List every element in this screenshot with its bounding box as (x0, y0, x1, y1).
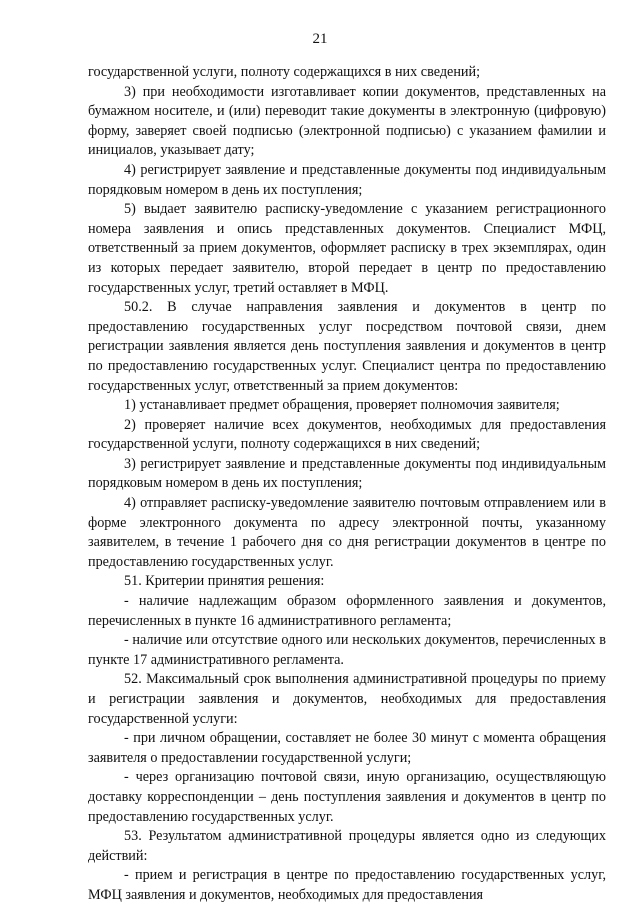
paragraph: 52. Максимальный срок выполнения административной процедуры по приему и регистрации заявления и документов, необходимых для предоставления государственной услуги: (88, 671, 606, 727)
paragraph: 4) регистрирует заявление и представленные документы под индивидуальным порядковым номером в день их поступления; (88, 161, 606, 198)
paragraph: - при личном обращении, составляет не более 30 минут с момента обращения заявителя о предоставлении государственной услуги; (88, 730, 606, 766)
paragraph: государственной услуги, полноту содержащихся в них сведений; (88, 64, 481, 80)
paragraph: 5) выдает заявителю расписку-уведомление с указанием регистрационного номера заявления и опись представленных документов. Специалист МФЦ, ответственный за прием документов, оформляет расписку в трех экземплярах, один из которых передает заявителю, второй передает в центр по предоставлению государственных услуг, третий оставляет в МФЦ. (88, 201, 606, 296)
paragraph: 53. Результатом административной процедуры является одно из следующих действий: (88, 828, 606, 864)
page-number: 21 (312, 31, 328, 47)
paragraph: 1) устанавливает предмет обращения, проверяет полномочия заявителя; (124, 397, 560, 414)
paragraph: 51. Критерии принятия решения: (124, 573, 325, 590)
paragraph: 4) отправляет расписку-уведомление заявителю почтовым отправлением или в форме электронного документа по адресу электронной почты, указанному заявителем, в течение 1 рабочего дня со дня регистрации документов в центре по предоставлению государственных услуг. (88, 495, 606, 570)
paragraph: - наличие или отсутствие одного или нескольких документов, перечисленных в пункте 17 административного регламента. (88, 632, 606, 668)
paragraph: - наличие надлежащим образом оформленного заявления и документов, перечисленных в пункте 16 административного регламента; (88, 593, 606, 629)
paragraph: 2) проверяет наличие всех документов, необходимых для предоставления государственной услуги, полноту содержащихся в них сведений; (88, 416, 606, 453)
document-body (88, 63, 606, 906)
paragraph: - через организацию почтовой связи, иную организацию, осуществляющую доставку корреспонденции – день поступления заявления и документов в центр по предоставлению государственных услуг. (88, 769, 606, 825)
paragraph: 50.2. В случае направления заявления и документов в центр по предоставлению государственных услуг посредством почтовой связи, днем регистрации заявления является день поступления заявления и документов в центр по предоставлению государственных услуг. Специалист центра по предоставлению государственных услуг, ответственный за прием документов: (88, 299, 606, 394)
paragraph: 3) при необходимости изготавливает копии документов, представленных на бумажном носителе, и (или) переводит такие документы в электронную (цифровую) форму, заверяет своей подписью (электронной подписью) с указанием фамилии и инициалов, указывает дату; (88, 83, 606, 159)
paragraph: - прием и регистрация в центре по предоставлению государственных услуг, МФЦ заявления и документов, необходимых для предоставления (88, 867, 606, 903)
paragraph: 3) регистрирует заявление и представленные документы под индивидуальным порядковым номером в день их поступления; (88, 455, 606, 492)
